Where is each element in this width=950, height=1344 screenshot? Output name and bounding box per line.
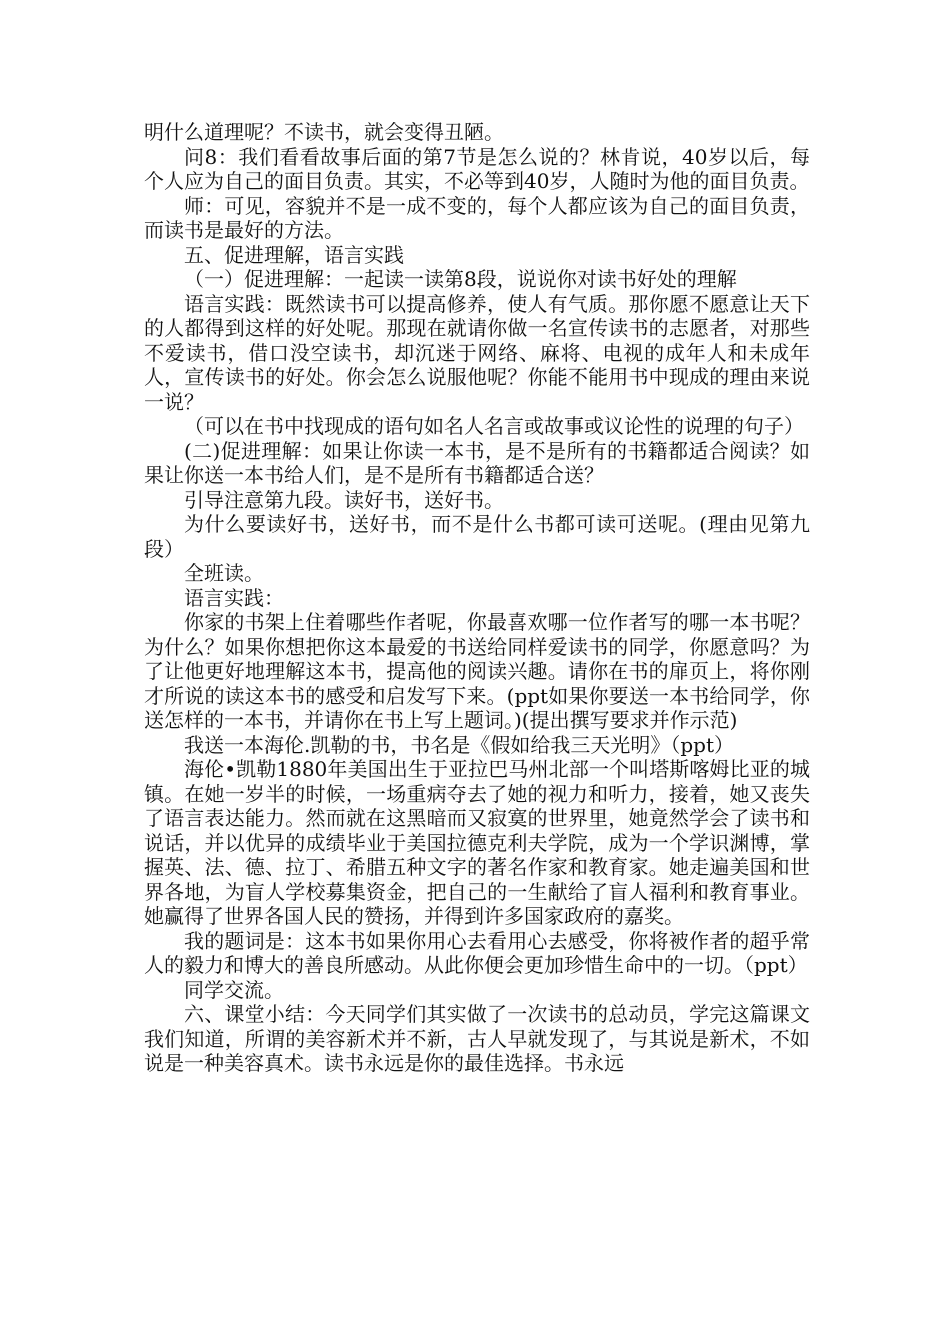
- paragraph: 海伦•凯勒1880年美国出生于亚拉巴马州北部一个叫塔斯喀姆比亚的城镇。在她一岁半的时候，一场重病夺去了她的视力和听力，接着，她又丧失了语言表达能力。然而就在这黑暗而又寂寞的世界里，她竟然学会了读书和说话，并以优异的成绩毕业于美国拉德克利夫学院，成为一个学识渊博，掌握英、法、德、拉丁、希腊五种文字的著名作家和教育家。她走遍美国和世界各地，为盲人学校募集资金，把自己的一生献给了盲人福利和教育事业。她赢得了世界各国人民的赞扬，并得到许多国家政府的嘉奖。: [144, 757, 810, 928]
- paragraph: 师：可见，容貌并不是一成不变的，每个人都应该为自己的面目负责，而读书是最好的方法。: [144, 193, 810, 242]
- paragraph: （一）促进理解：一起读一读第8段，说说你对读书好处的理解: [184, 267, 737, 291]
- paragraph: 语言实践：: [184, 585, 284, 610]
- paragraph: （可以在书中找现成的语句如名人名言或故事或议论性的说理的句子）: [184, 414, 804, 438]
- document-body: [144, 120, 810, 1076]
- paragraph: 六、课堂小结：今天同学们其实做了一次读书的总动员，学完这篇课文我们知道，所谓的美容新术并不新，古人早就发现了，与其说是新术，不如说是一种美容真术。读书永远是你的最佳选择。书永远: [144, 1002, 810, 1075]
- paragraph: 同学交流。: [184, 977, 284, 1002]
- paragraph: 为什么要读好书，送好书，而不是什么书都可读可送呢。(理由见第九段）: [144, 512, 810, 561]
- paragraph: 我送一本海伦.凯勒的书，书名是《假如给我三天光明》（ppt）: [184, 732, 734, 757]
- paragraph: 五、促进理解，语言实践: [184, 242, 404, 267]
- paragraph: (二)促进理解：如果让你读一本书，是不是所有的书籍都适合阅读？如果让你送一本书给人们，是不是所有书籍都适合送？: [144, 438, 810, 487]
- paragraph: 明什么道理呢？不读书，就会变得丑陋。: [144, 120, 504, 144]
- paragraph: 我的题词是：这本书如果你用心去看用心去感受，你将被作者的超乎常人的毅力和博大的善良所感动。从此你便会更加珍惜生命中的一切。（ppt）: [144, 928, 810, 977]
- paragraph: 全班读。: [184, 561, 264, 585]
- paragraph: 你家的书架上住着哪些作者呢，你最喜欢哪一位作者写的哪一本书呢？为什么？如果你想把你这本最爱的书送给同样爱读书的同学，你愿意吗？为了让他更好地理解这本书，提高他的阅读兴趣。请你在书的扉页上，将你刚才所说的读这本书的感受和启发写下来。(ppt如果你要送一本书给同学，你送怎样的一本书，并请你在书上写上题词。)(提出撰写要求并作示范): [144, 610, 810, 732]
- paragraph: 引导注意第九段。读好书，送好书。: [184, 487, 504, 512]
- paragraph: 问8：我们看看故事后面的第7节是怎么说的？林肯说，40岁以后，每个人应为自己的面目负责。其实，不必等到40岁，人随时为他的面目负责。: [144, 144, 810, 193]
- paragraph: 语言实践：既然读书可以提高修养，使人有气质。那你愿不愿意让天下的人都得到这样的好处呢。那现在就请你做一名宣传读书的志愿者，对那些不爱读书，借口没空读书，却沉迷于网络、麻将、电视的成年人和未成年人，宣传读书的好处。你会怎么说服他呢？你能不能用书中现成的理由来说一说？: [144, 291, 810, 414]
